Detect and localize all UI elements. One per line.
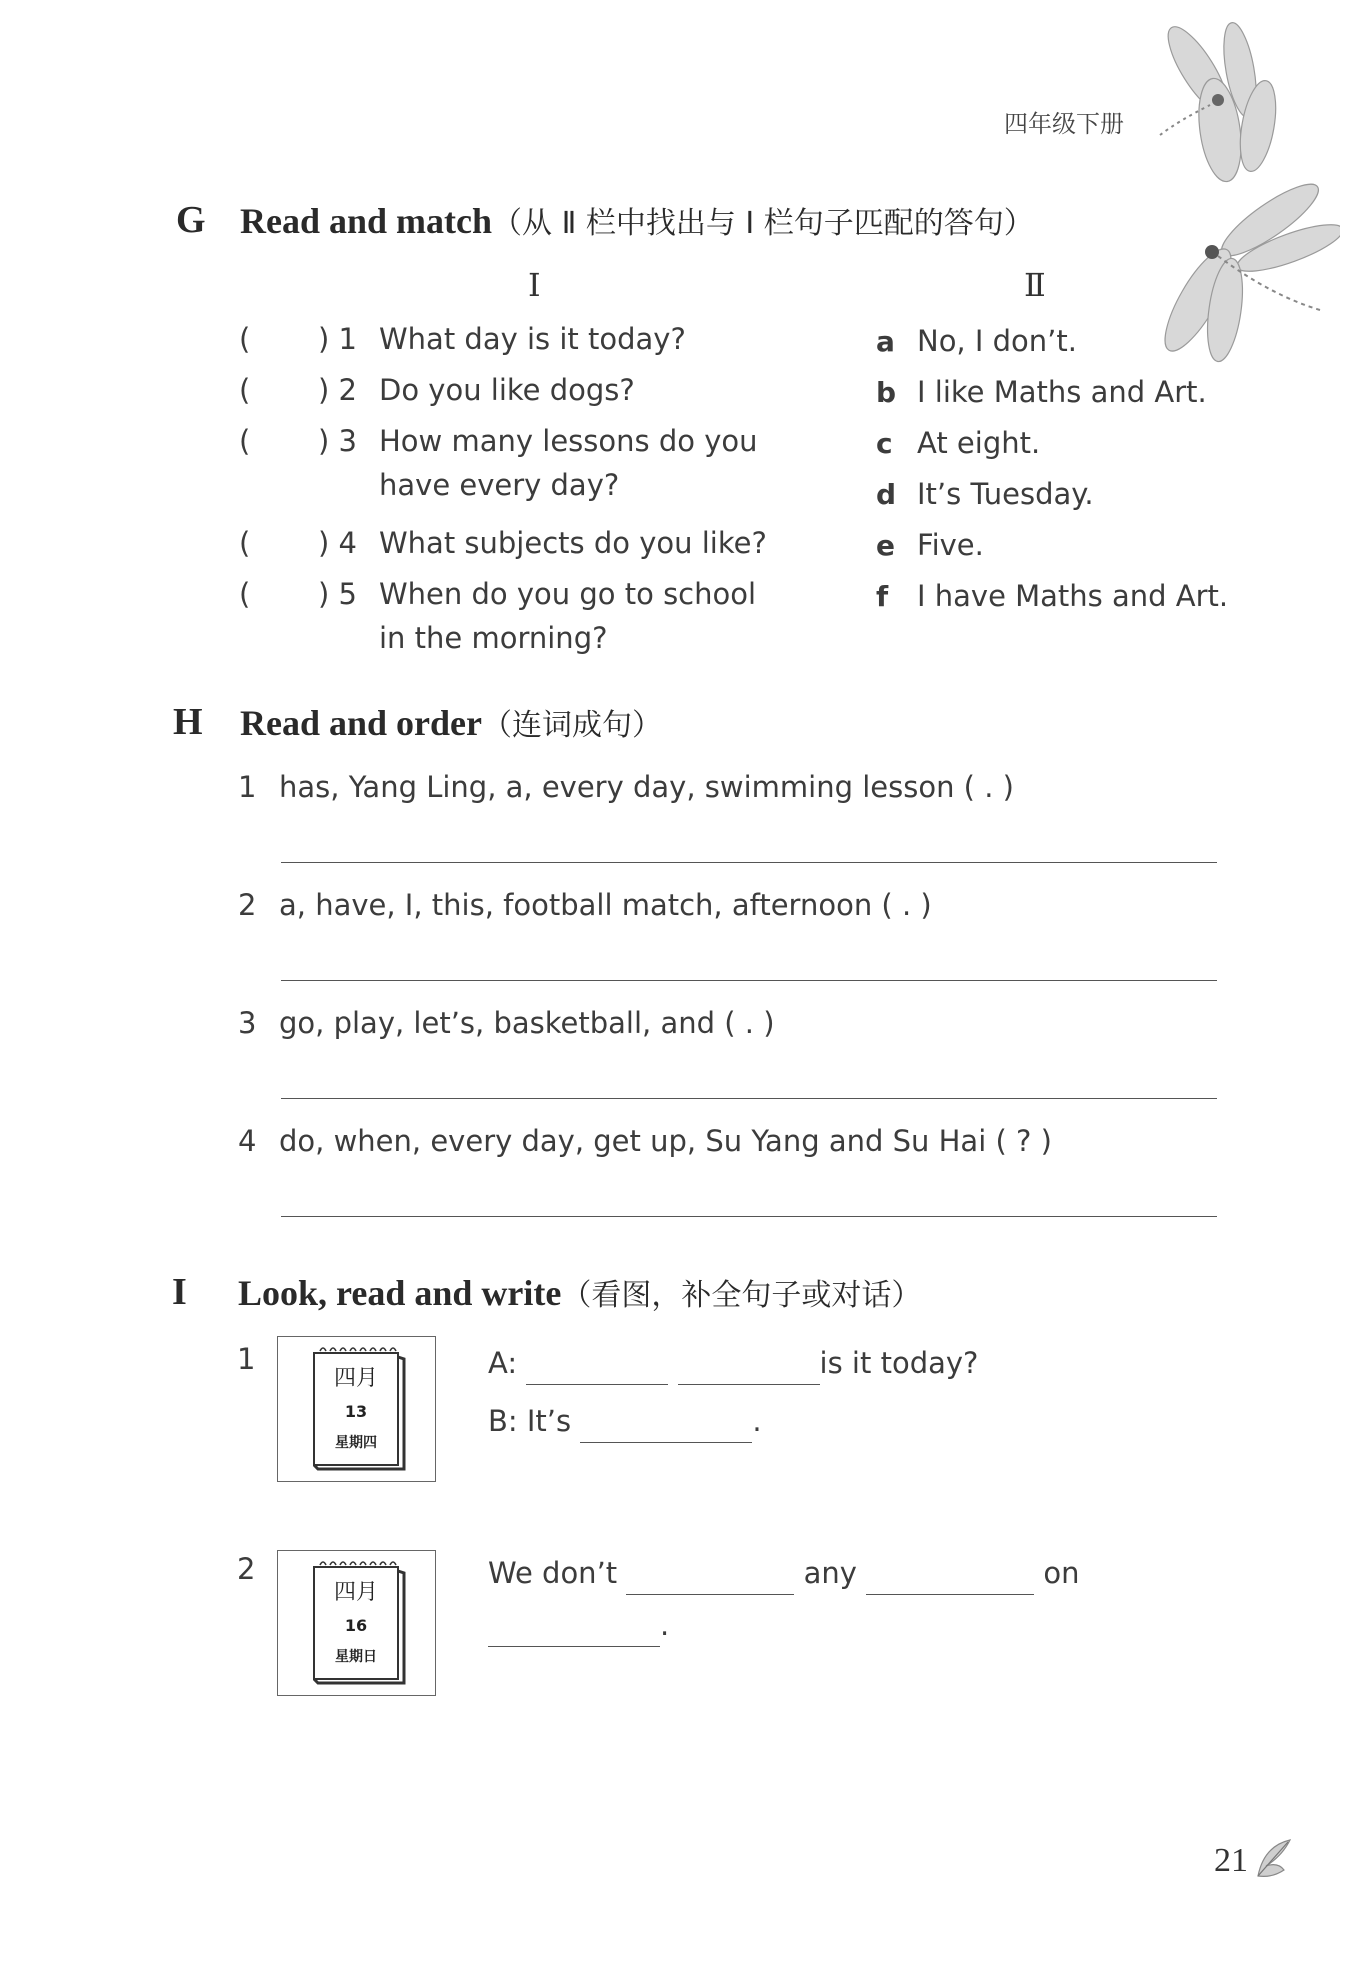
dialogue-line-a [488, 1342, 978, 1385]
option-text: I like Maths and Art. [917, 375, 1207, 409]
section-i-letter: I [172, 1271, 187, 1313]
question-number: ) 2 [318, 373, 357, 407]
question-text: in the morning? [379, 621, 608, 655]
option-letter: b [876, 376, 897, 409]
section-h-title-text: Read and order [240, 703, 482, 743]
calendar-weekday: 星期日 [335, 1649, 377, 1665]
answer-blank[interactable] [488, 1616, 660, 1647]
question-text: have every day? [379, 468, 620, 502]
answer-paren-open[interactable]: ( [239, 373, 251, 407]
line-b-prefix: B: It’s [488, 1404, 572, 1438]
word-list: a, have, I, this, football match, afternoon ( . ) [279, 888, 932, 922]
word-list: go, play, let’s, basketball, and ( . ) [279, 1006, 775, 1040]
sentence-line-1 [488, 1552, 1079, 1595]
question-text: When do you go to school [379, 577, 757, 611]
section-g-title [240, 198, 1034, 242]
sentence-line-2 [488, 1604, 669, 1647]
section-i-title [238, 1270, 921, 1314]
item-number: 2 [237, 1552, 256, 1586]
calendar-weekday: 星期四 [335, 1435, 377, 1451]
option-text: Five. [917, 528, 984, 562]
dragonfly-decoration [1120, 10, 1340, 380]
answer-line[interactable] [281, 1216, 1217, 1217]
option-letter: f [876, 580, 889, 613]
sentence-end: . [660, 1608, 670, 1642]
item-number: 2 [238, 888, 257, 922]
option-letter: d [876, 478, 897, 511]
word-list: do, when, every day, get up, Su Yang and Su Hai ( ? ) [279, 1124, 1052, 1158]
calendar-day: 16 [344, 1616, 368, 1635]
answer-paren-open[interactable]: ( [239, 322, 251, 356]
item-number: 1 [238, 770, 257, 804]
option-text: No, I don’t. [917, 324, 1077, 358]
option-letter: e [876, 529, 895, 562]
line-b-suffix: . [752, 1404, 762, 1438]
answer-paren-open[interactable]: ( [239, 577, 251, 611]
answer-blank[interactable] [626, 1564, 794, 1595]
sentence-part-2: any [803, 1556, 857, 1590]
calendar-icon [278, 1337, 435, 1481]
option-letter: a [876, 325, 895, 358]
question-number: ) 5 [318, 577, 357, 611]
item-number: 1 [237, 1342, 256, 1376]
page-number: 21 [1214, 1842, 1248, 1879]
word-list: has, Yang Ling, a, every day, swimming lesson ( . ) [279, 770, 1014, 804]
column-one-heading: Ⅰ [528, 267, 541, 303]
calendar-picture [277, 1550, 436, 1696]
calendar-picture [277, 1336, 436, 1482]
section-g-letter: G [176, 199, 206, 241]
answer-line[interactable] [281, 1098, 1217, 1099]
leaf-icon [1254, 1836, 1294, 1880]
question-number: ) 4 [318, 526, 357, 560]
answer-blank[interactable] [866, 1564, 1034, 1595]
section-h-title [240, 700, 662, 744]
section-g-title-text: Read and match [240, 201, 493, 241]
sentence-part-1: We don’t [488, 1556, 618, 1590]
option-text: I have Maths and Art. [917, 579, 1229, 613]
answer-paren-open[interactable]: ( [239, 526, 251, 560]
question-text: How many lessons do you [379, 424, 758, 458]
section-i-title-text: Look, read and write [238, 1273, 562, 1313]
calendar-month: 四月 [333, 1580, 379, 1605]
option-text: It’s Tuesday. [917, 477, 1094, 511]
item-number: 3 [238, 1006, 257, 1040]
answer-blank[interactable] [678, 1354, 820, 1385]
column-two-heading: Ⅱ [1024, 267, 1046, 303]
answer-blank[interactable] [580, 1412, 752, 1443]
item-number: 4 [238, 1124, 257, 1158]
calendar-icon [278, 1551, 435, 1695]
answer-paren-open[interactable]: ( [239, 424, 251, 458]
dialogue-line-b [488, 1400, 762, 1443]
calendar-day: 13 [344, 1402, 368, 1421]
section-h-letter: H [173, 701, 203, 743]
answer-line[interactable] [281, 862, 1217, 863]
sentence-part-3: on [1043, 1556, 1080, 1590]
section-g-subtitle: （从 Ⅱ 栏中找出与 Ⅰ 栏句子匹配的答句） [492, 206, 1034, 241]
line-a-suffix: is it today? [819, 1346, 979, 1380]
option-letter: c [876, 427, 893, 460]
section-h-subtitle: （连词成句） [482, 708, 662, 743]
section-i-subtitle: （看图，补全句子或对话） [561, 1278, 922, 1313]
answer-blank[interactable] [526, 1354, 668, 1385]
calendar-month: 四月 [333, 1366, 379, 1391]
question-text: What day is it today? [379, 322, 686, 356]
question-number: ) 3 [318, 424, 357, 458]
question-text: What subjects do you like? [379, 526, 767, 560]
line-a-prefix: A: [488, 1346, 518, 1380]
question-number: ) 1 [318, 322, 357, 356]
answer-line[interactable] [281, 980, 1217, 981]
grade-label: 四年级下册 [1004, 110, 1124, 138]
option-text: At eight. [917, 426, 1041, 460]
question-text: Do you like dogs? [379, 373, 635, 407]
